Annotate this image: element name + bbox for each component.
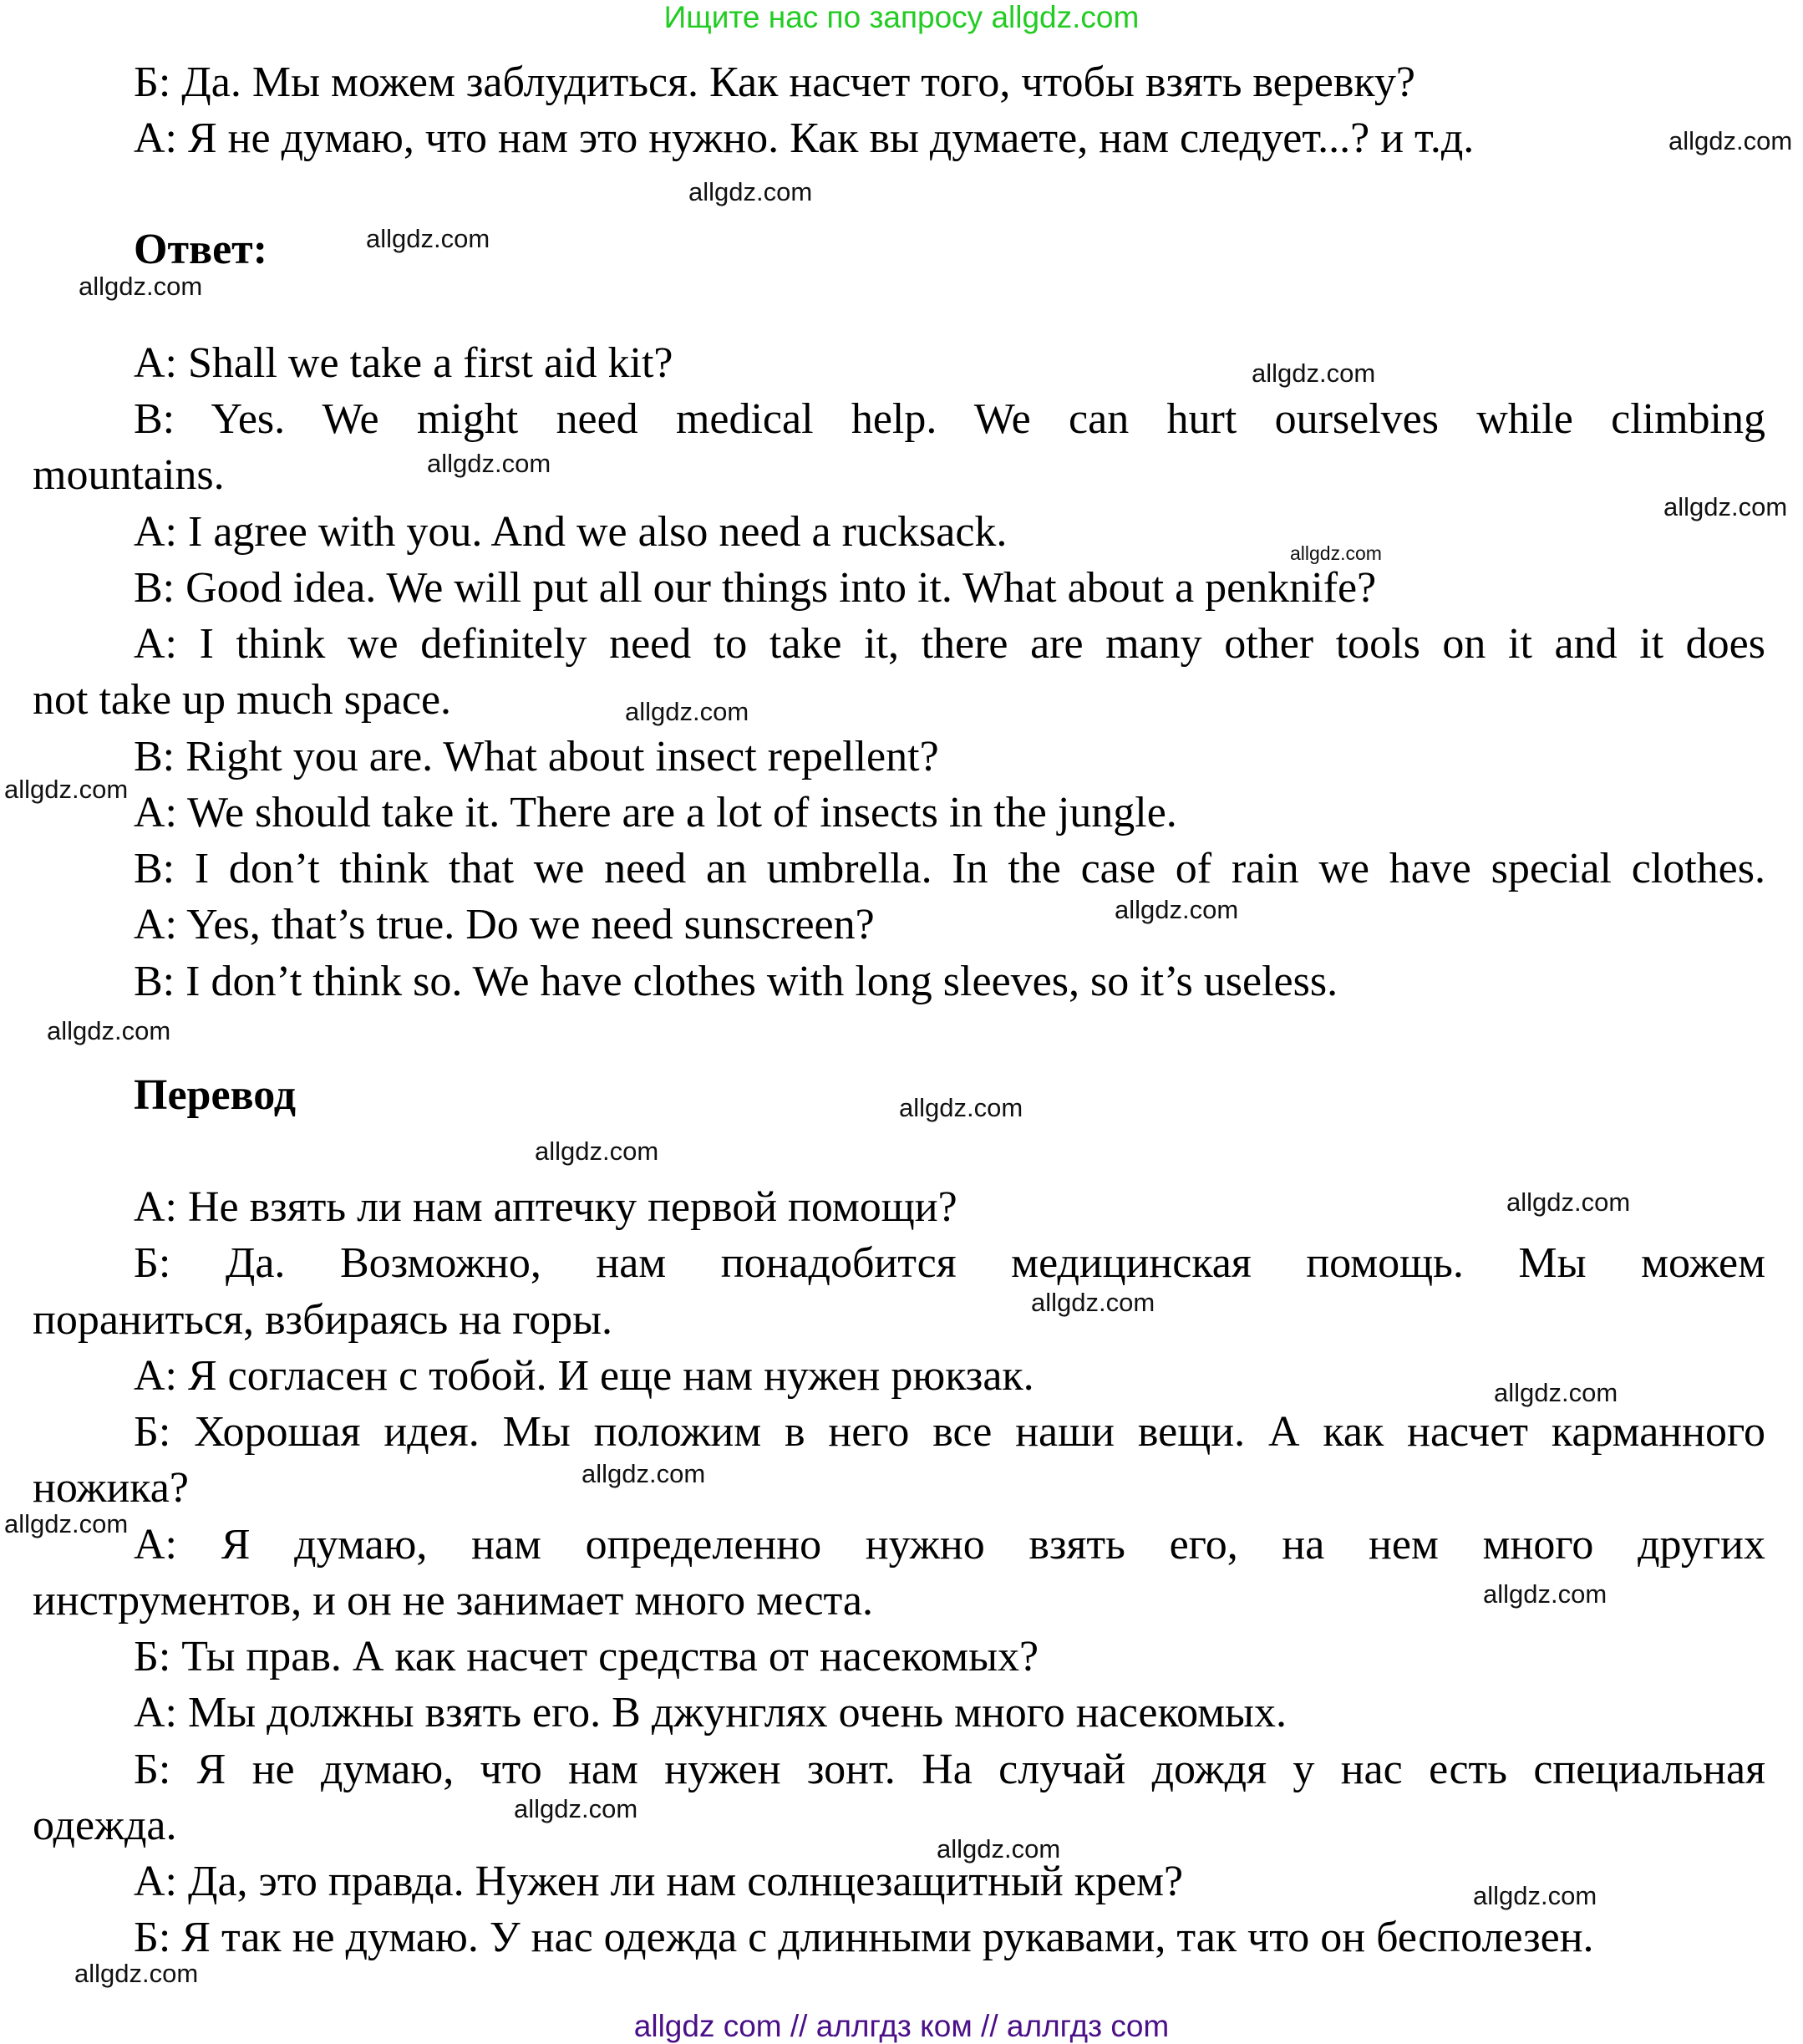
- answer-line: A: I think we definitely need to take it, there are many other tools on it and it does: [134, 620, 1765, 668]
- answer-line: A: Yes, that’s true. Do we need sunscreen?: [134, 901, 875, 948]
- watermark: allgdz.com: [514, 1794, 638, 1823]
- answer-line: mountains.: [33, 451, 225, 499]
- translation-line: А: Мы должны взять его. В джунглях очень много насекомых.: [134, 1689, 1287, 1736]
- translation-heading: Перевод: [134, 1071, 297, 1119]
- translation-line: А: Да, это правда. Нужен ли нам солнцезащитный крем?: [134, 1858, 1184, 1905]
- watermark: allgdz.com: [1290, 542, 1382, 564]
- watermark: allgdz.com: [79, 272, 203, 301]
- watermark: allgdz.com: [427, 449, 551, 478]
- watermark: allgdz.com: [1506, 1187, 1631, 1217]
- intro-line: А: Я не думаю, что нам это нужно. Как вы думаете, нам следует...? и т.д.: [134, 114, 1475, 162]
- watermark: allgdz.com: [937, 1834, 1061, 1863]
- watermark: allgdz.com: [1494, 1378, 1618, 1407]
- translation-line: А: Я думаю, нам определенно нужно взять его, на нем много других: [134, 1521, 1765, 1569]
- answer-line: B: I don’t think that we need an umbrella. In the case of rain we have special clothes.: [134, 845, 1765, 892]
- translation-line: пораниться, взбираясь на горы.: [33, 1296, 613, 1344]
- watermark: allgdz.com: [1031, 1288, 1155, 1317]
- watermark: allgdz.com: [625, 697, 749, 726]
- footer-links[interactable]: allgdz com // аллгдз ком // аллгдз com: [633, 2009, 1170, 2043]
- answer-line: A: I agree with you. And we also need a rucksack.: [134, 508, 1008, 556]
- answer-line: B: Right you are. What about insect repellent?: [134, 733, 939, 780]
- watermark: allgdz.com: [4, 775, 129, 804]
- translation-line: одежда.: [33, 1802, 177, 1849]
- intro-line: Б: Да. Мы можем заблудиться. Как насчет того, чтобы взять веревку?: [134, 58, 1415, 106]
- translation-line: Б: Хорошая идея. Мы положим в него все наши вещи. А как насчет карманного: [134, 1408, 1765, 1456]
- answer-heading: Ответ:: [134, 226, 268, 273]
- answer-line: A: We should take it. There are a lot of insects in the jungle.: [134, 789, 1177, 836]
- watermark: allgdz.com: [688, 177, 813, 206]
- watermark: allgdz.com: [1663, 492, 1788, 521]
- answer-line: B: I don’t think so. We have clothes with long sleeves, so it’s useless.: [134, 958, 1338, 1005]
- translation-line: Б: Ты прав. А как насчет средства от насекомых?: [134, 1633, 1039, 1680]
- answer-line: B: Yes. We might need medical help. We can hurt ourselves while climbing: [134, 395, 1765, 443]
- answer-line: not take up much space.: [33, 676, 452, 724]
- watermark: allgdz.com: [4, 1509, 129, 1538]
- translation-line: А: Не взять ли нам аптечку первой помощи?: [134, 1183, 957, 1231]
- search-promo-banner: Ищите нас по запросу allgdz.com: [663, 0, 1140, 34]
- watermark: allgdz.com: [582, 1459, 706, 1488]
- translation-line: инструментов, и он не занимает много места.: [33, 1577, 873, 1625]
- watermark: allgdz.com: [1483, 1579, 1607, 1609]
- watermark: allgdz.com: [47, 1016, 171, 1045]
- watermark: allgdz.com: [366, 224, 490, 253]
- translation-line: А: Я согласен с тобой. И еще нам нужен рюкзак.: [134, 1352, 1034, 1400]
- watermark: allgdz.com: [74, 1959, 199, 1988]
- watermark: allgdz.com: [535, 1136, 659, 1166]
- translation-line: ножика?: [33, 1464, 189, 1512]
- answer-line: A: Shall we take a first aid kit?: [134, 339, 673, 387]
- translation-line: Б: Да. Возможно, нам понадобится медицинская помощь. Мы можем: [134, 1239, 1765, 1287]
- watermark: allgdz.com: [1473, 1881, 1597, 1910]
- watermark: allgdz.com: [899, 1093, 1023, 1122]
- answer-line: B: Good idea. We will put all our things into it. What about a penknife?: [134, 564, 1377, 612]
- translation-line: Б: Я так не думаю. У нас одежда с длинными рукавами, так что он бесполезен.: [134, 1914, 1594, 1961]
- watermark: allgdz.com: [1252, 358, 1376, 388]
- watermark: allgdz.com: [1115, 895, 1239, 924]
- watermark: allgdz.com: [1668, 126, 1793, 155]
- translation-line: Б: Я не думаю, что нам нужен зонт. На случай дождя у нас есть специальная: [134, 1746, 1765, 1793]
